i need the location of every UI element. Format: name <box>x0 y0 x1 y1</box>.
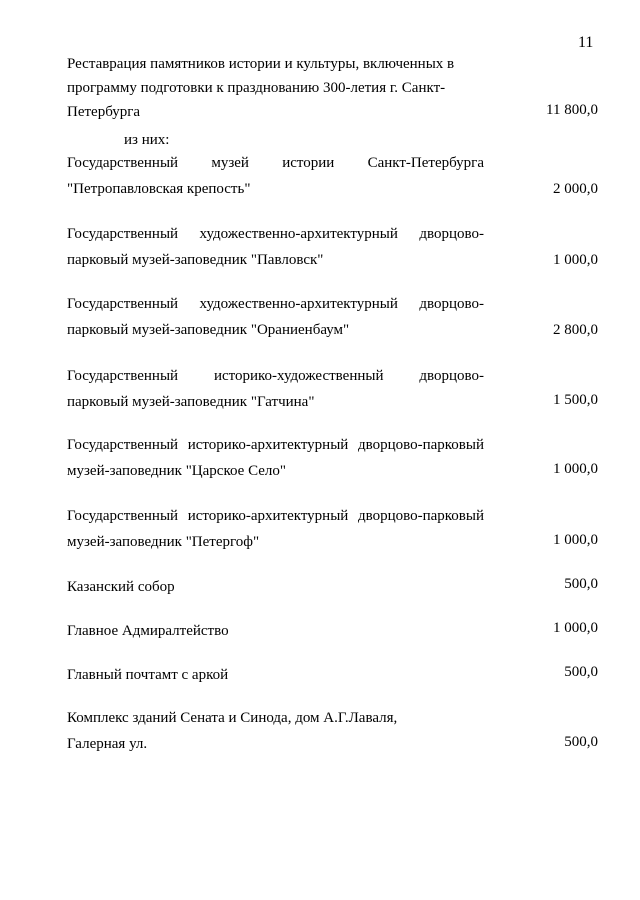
item-line-2: парковый музей-заповедник "Павловск" <box>67 252 324 268</box>
word: Государственный <box>67 155 179 171</box>
item-line-2: парковый музей-заповедник "Ораниенбаум" <box>67 322 350 338</box>
intro-amount: 11 800,0 <box>546 102 598 118</box>
item-line-2: парковый музей-заповедник "Гатчина" <box>67 394 315 410</box>
word: дворцово- <box>419 226 484 242</box>
item-line-1 <box>67 438 484 453</box>
intro-line-3: Петербурга <box>67 104 141 120</box>
intro-line-1: Реставрация памятников истории и культуры, включенных в <box>67 56 455 72</box>
item-line-2: музей-заповедник "Царское Село" <box>67 463 287 479</box>
word: Санкт-Петербурга <box>367 155 484 171</box>
item-line-1: Казанский собор <box>67 579 175 595</box>
item-line-1 <box>67 369 484 384</box>
item-line-1 <box>67 227 484 242</box>
item-line-1: Комплекс зданий Сената и Синода, дом А.Г.Лаваля, <box>67 710 398 726</box>
item-amount: 1 000,0 <box>553 620 598 636</box>
item-line-1: Главный почтамт с аркой <box>67 667 229 683</box>
word: Государственный <box>67 508 179 524</box>
item-amount: 1 000,0 <box>553 461 598 477</box>
item-line-1: Главное Адмиралтейство <box>67 623 229 639</box>
page-number: 11 <box>578 34 594 51</box>
word: истории <box>282 155 335 171</box>
item-amount: 500,0 <box>564 734 598 750</box>
item-line-1 <box>67 297 484 312</box>
word: Государственный <box>67 368 179 384</box>
item-line-2: "Петропавловская крепость" <box>67 181 251 197</box>
word: дворцово-парковый <box>357 437 484 453</box>
word: художественно-архитектурный <box>199 226 398 242</box>
of-which-label: из них: <box>124 132 170 148</box>
word: историко-архитектурный <box>187 437 349 453</box>
word: Государственный <box>67 296 179 312</box>
item-line-2: музей-заповедник "Петергоф" <box>67 534 260 550</box>
word: художественно-архитектурный <box>199 296 398 312</box>
item-amount: 1 000,0 <box>553 252 598 268</box>
item-amount: 2 000,0 <box>553 181 598 197</box>
word: Государственный <box>67 437 179 453</box>
word: дворцово- <box>419 368 484 384</box>
item-line-1 <box>67 156 484 171</box>
word: музей <box>211 155 249 171</box>
item-amount: 500,0 <box>564 576 598 592</box>
item-line-1 <box>67 509 484 524</box>
word: дворцово-парковый <box>357 508 484 524</box>
intro-line-2: программу подготовки к празднованию 300-летия г. Санкт- <box>67 80 446 96</box>
item-amount: 500,0 <box>564 664 598 680</box>
item-amount: 1 500,0 <box>553 392 598 408</box>
word: историко-архитектурный <box>187 508 349 524</box>
word: дворцово- <box>419 296 484 312</box>
item-amount: 2 800,0 <box>553 322 598 338</box>
word: Государственный <box>67 226 179 242</box>
item-amount: 1 000,0 <box>553 532 598 548</box>
word: историко-художественный <box>213 368 384 384</box>
item-line-2: Галерная ул. <box>67 736 148 752</box>
